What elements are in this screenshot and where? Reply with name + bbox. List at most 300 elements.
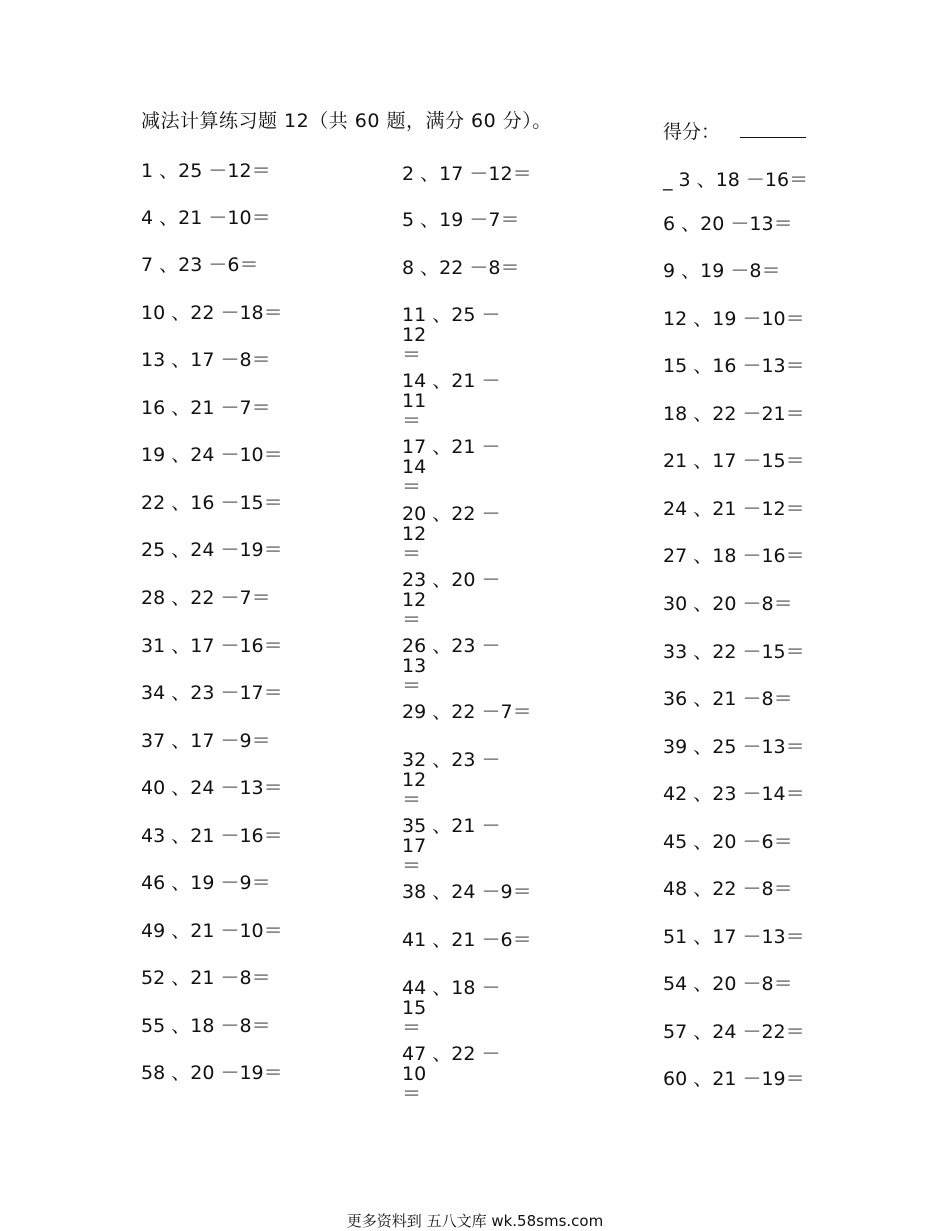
minus-sign: － <box>214 872 240 894</box>
problem-separator: 、 <box>153 254 179 276</box>
problem-number: 12 <box>663 308 688 330</box>
answer-blank[interactable]: ＝ <box>785 1068 805 1090</box>
problem-60 <box>663 1069 805 1089</box>
answer-blank[interactable]: ＝ <box>500 257 520 279</box>
problem-separator: 、 <box>687 831 713 853</box>
subtrahend: 15 <box>402 997 427 1019</box>
problem-34 <box>141 683 283 703</box>
minus-sign: － <box>475 503 501 525</box>
answer-blank[interactable]: ＝ <box>785 641 805 663</box>
problem-number: 7 <box>141 254 154 276</box>
problem-43 <box>141 826 283 846</box>
answer-blank[interactable]: ＝ <box>251 160 271 182</box>
minus-sign: － <box>475 701 501 723</box>
minuend: 22 <box>190 302 215 324</box>
subtrahend: 16 <box>239 825 264 847</box>
minuend: 22 <box>451 701 476 723</box>
answer-blank[interactable]: ＝ <box>785 355 805 377</box>
minus-sign: － <box>475 881 501 903</box>
subtrahend: 16 <box>239 635 264 657</box>
problem-33 <box>663 642 805 662</box>
answer-blank[interactable]: ＝ <box>251 207 271 229</box>
minus-sign: － <box>214 682 240 704</box>
minuend: 19 <box>190 872 215 894</box>
problem-number: 19 <box>141 444 166 466</box>
answer-blank[interactable]: ＝ <box>402 543 422 565</box>
minuend: 22 <box>190 587 215 609</box>
answer-blank[interactable]: ＝ <box>251 730 271 752</box>
problem-separator: 、 <box>414 163 440 185</box>
problem-42 <box>663 784 805 804</box>
problem-19 <box>141 445 283 465</box>
minuend: 20 <box>700 213 725 235</box>
problem-separator: 、 <box>426 929 452 951</box>
problem-separator: 、 <box>165 492 191 514</box>
answer-blank[interactable]: ＝ <box>251 872 271 894</box>
minus-sign: － <box>475 749 501 771</box>
problem-15 <box>663 356 805 376</box>
problem-39 <box>663 737 805 757</box>
problem-number: 52 <box>141 967 166 989</box>
answer-blank[interactable]: ＝ <box>785 450 805 472</box>
problem-52 <box>141 968 271 988</box>
footer-text: 更多资料到 五八文库 wk.58sms.com <box>346 1212 604 1230</box>
problem-number: 15 <box>663 355 688 377</box>
problem-separator: 、 <box>426 304 452 326</box>
minuend: 22 <box>451 1043 476 1065</box>
minus-sign: － <box>736 973 762 995</box>
answer-blank[interactable]: ＝ <box>263 682 283 704</box>
problem-1 <box>141 161 271 181</box>
problem-number: 3 <box>678 169 691 191</box>
answer-blank[interactable]: ＝ <box>263 492 283 514</box>
minus-sign: － <box>202 160 228 182</box>
minuend: 17 <box>190 349 215 371</box>
answer-blank[interactable]: ＝ <box>512 929 532 951</box>
minuend: 17 <box>712 926 737 948</box>
problem-11 <box>402 305 524 365</box>
minuend: 20 <box>190 1062 215 1084</box>
answer-blank[interactable]: ＝ <box>785 498 805 520</box>
problem-38 <box>402 882 532 902</box>
problem-marker: _ <box>663 169 679 191</box>
problem-number: 41 <box>402 929 427 951</box>
problem-number: 22 <box>141 492 166 514</box>
subtrahend: 16 <box>761 545 786 567</box>
subtrahend: 8 <box>761 688 774 710</box>
problem-48 <box>663 879 793 899</box>
minuend: 21 <box>190 920 215 942</box>
worksheet-title: 减法计算练习题 12（共 60 题，满分 60 分）。 <box>141 110 552 132</box>
subtrahend: 14 <box>761 783 786 805</box>
problem-separator: 、 <box>426 1043 452 1065</box>
minuend: 24 <box>190 777 215 799</box>
minuend: 22 <box>712 403 737 425</box>
subtrahend: 17 <box>239 682 264 704</box>
problem-number: 43 <box>141 825 166 847</box>
minus-sign: － <box>214 1015 240 1037</box>
minuend: 22 <box>439 257 464 279</box>
problem-separator: 、 <box>687 783 713 805</box>
minuend: 16 <box>190 492 215 514</box>
problem-10 <box>141 303 283 323</box>
problem-number: 29 <box>402 701 427 723</box>
minus-sign: － <box>736 783 762 805</box>
problem-number: 23 <box>402 569 427 591</box>
problem-55 <box>141 1016 271 1036</box>
problem-29 <box>402 702 532 722</box>
minus-sign: － <box>214 825 240 847</box>
answer-blank[interactable]: ＝ <box>263 444 283 466</box>
problem-number: 28 <box>141 587 166 609</box>
minuend: 21 <box>451 436 476 458</box>
subtrahend: 13 <box>239 777 264 799</box>
answer-blank[interactable]: ＝ <box>263 1062 283 1084</box>
minuend: 24 <box>451 881 476 903</box>
minus-sign: － <box>214 635 240 657</box>
problem-number: 21 <box>663 450 688 472</box>
score-blank[interactable] <box>740 119 806 138</box>
minuend: 21 <box>451 370 476 392</box>
minus-sign: － <box>736 593 762 615</box>
answer-blank[interactable]: ＝ <box>402 675 422 697</box>
subtrahend: 19 <box>239 539 264 561</box>
minus-sign: － <box>736 641 762 663</box>
problem-24 <box>663 499 805 519</box>
minuend: 20 <box>451 569 476 591</box>
minus-sign: － <box>724 260 750 282</box>
problem-separator: 、 <box>165 1062 191 1084</box>
subtrahend: 8 <box>239 967 252 989</box>
minuend: 25 <box>451 304 476 326</box>
minus-sign: － <box>463 163 489 185</box>
problem-45 <box>663 832 793 852</box>
problem-28 <box>141 588 271 608</box>
answer-blank[interactable]: ＝ <box>512 163 532 185</box>
minus-sign: － <box>475 815 501 837</box>
minuend: 22 <box>712 641 737 663</box>
minus-sign: － <box>475 977 501 999</box>
answer-blank[interactable]: ＝ <box>263 920 283 942</box>
minuend: 21 <box>190 397 215 419</box>
minuend: 22 <box>712 878 737 900</box>
minus-sign: － <box>214 777 240 799</box>
minus-sign: － <box>475 370 501 392</box>
problem-number: 17 <box>402 436 427 458</box>
subtrahend: 7 <box>239 397 252 419</box>
problem-number: 8 <box>402 257 415 279</box>
problem-number: 47 <box>402 1043 427 1065</box>
minuend: 22 <box>451 503 476 525</box>
problem-separator: 、 <box>687 308 713 330</box>
problem-16 <box>141 398 271 418</box>
minus-sign: － <box>736 545 762 567</box>
minus-sign: － <box>463 257 489 279</box>
problem-number: 40 <box>141 777 166 799</box>
minuend: 19 <box>700 260 725 282</box>
minuend: 20 <box>712 973 737 995</box>
answer-blank[interactable]: ＝ <box>500 209 520 231</box>
problem-number: 46 <box>141 872 166 894</box>
minus-sign: － <box>214 444 240 466</box>
problem-number: 51 <box>663 926 688 948</box>
subtrahend: 7 <box>500 701 513 723</box>
subtrahend: 10 <box>402 1063 427 1085</box>
problem-separator: 、 <box>426 569 452 591</box>
answer-blank[interactable]: ＝ <box>402 855 422 877</box>
subtrahend: 7 <box>239 587 252 609</box>
problem-separator: 、 <box>165 872 191 894</box>
subtrahend: 13 <box>402 655 427 677</box>
answer-blank[interactable]: ＝ <box>251 1015 271 1037</box>
problem-number: 14 <box>402 370 427 392</box>
problem-number: 45 <box>663 831 688 853</box>
minuend: 21 <box>190 967 215 989</box>
problem-number: 32 <box>402 749 427 771</box>
answer-blank[interactable]: ＝ <box>512 881 532 903</box>
problem-separator: 、 <box>153 207 179 229</box>
problem-number: 5 <box>402 209 415 231</box>
problem-separator: 、 <box>165 539 191 561</box>
problem-number: 10 <box>141 302 166 324</box>
minuend: 19 <box>712 308 737 330</box>
subtrahend: 8 <box>239 349 252 371</box>
subtrahend: 12 <box>402 324 427 346</box>
problem-separator: 、 <box>687 688 713 710</box>
minuend: 23 <box>451 635 476 657</box>
problem-35 <box>402 816 524 876</box>
minus-sign: － <box>736 1068 762 1090</box>
problem-number: 27 <box>663 545 688 567</box>
minus-sign: － <box>214 492 240 514</box>
minus-sign: － <box>214 587 240 609</box>
problem-separator: 、 <box>165 825 191 847</box>
minuend: 18 <box>190 1015 215 1037</box>
problem-number: 37 <box>141 730 166 752</box>
answer-blank[interactable]: ＝ <box>251 397 271 419</box>
subtrahend: 21 <box>761 403 786 425</box>
minuend: 21 <box>712 498 737 520</box>
problem-separator: 、 <box>687 641 713 663</box>
answer-blank[interactable]: ＝ <box>512 701 532 723</box>
problem-separator: 、 <box>165 302 191 324</box>
answer-blank[interactable]: ＝ <box>789 169 809 191</box>
answer-blank[interactable]: ＝ <box>251 349 271 371</box>
problem-number: 33 <box>663 641 688 663</box>
problem-number: 42 <box>663 783 688 805</box>
problem-22 <box>141 493 283 513</box>
problem-31 <box>141 636 283 656</box>
score-field <box>663 117 806 144</box>
answer-blank[interactable]: ＝ <box>251 587 271 609</box>
subtrahend: 12 <box>227 160 252 182</box>
answer-blank[interactable]: ＝ <box>785 1021 805 1043</box>
minus-sign: － <box>202 254 228 276</box>
problem-8 <box>402 258 519 278</box>
answer-blank[interactable]: ＝ <box>402 476 422 498</box>
answer-blank[interactable]: ＝ <box>773 973 793 995</box>
problem-number: 16 <box>141 397 166 419</box>
problem-separator: 、 <box>687 1021 713 1043</box>
problem-40 <box>141 778 283 798</box>
subtrahend: 12 <box>402 523 427 545</box>
answer-blank[interactable]: ＝ <box>251 967 271 989</box>
minuend: 23 <box>190 682 215 704</box>
problem-20 <box>402 504 524 564</box>
problem-separator: 、 <box>165 349 191 371</box>
minuend: 18 <box>451 977 476 999</box>
answer-blank[interactable]: ＝ <box>402 1017 422 1039</box>
minus-sign: － <box>736 878 762 900</box>
subtrahend: 15 <box>761 450 786 472</box>
problem-26 <box>402 636 524 696</box>
minus-sign: － <box>463 209 489 231</box>
minus-sign: － <box>214 349 240 371</box>
minuend: 17 <box>190 635 215 657</box>
minus-sign: － <box>214 397 240 419</box>
answer-blank[interactable]: ＝ <box>773 878 793 900</box>
subtrahend: 18 <box>239 302 264 324</box>
problem-number: 25 <box>141 539 166 561</box>
subtrahend: 8 <box>488 257 501 279</box>
problem-14 <box>402 371 524 431</box>
answer-blank[interactable]: ＝ <box>785 926 805 948</box>
minus-sign: － <box>214 539 240 561</box>
problem-separator: 、 <box>426 503 452 525</box>
minuend: 21 <box>178 207 203 229</box>
problem-12 <box>663 309 805 329</box>
problem-41 <box>402 930 532 950</box>
answer-blank[interactable]: ＝ <box>785 545 805 567</box>
answer-blank[interactable]: ＝ <box>402 344 422 366</box>
minuend: 24 <box>190 444 215 466</box>
answer-blank[interactable]: ＝ <box>785 308 805 330</box>
subtrahend: 8 <box>749 260 762 282</box>
problem-separator: 、 <box>687 403 713 425</box>
answer-blank[interactable]: ＝ <box>402 410 422 432</box>
problem-21 <box>663 451 805 471</box>
answer-blank[interactable]: ＝ <box>402 1083 422 1105</box>
subtrahend: 16 <box>764 169 790 191</box>
subtrahend: 10 <box>227 207 252 229</box>
problem-separator: 、 <box>426 635 452 657</box>
answer-blank[interactable]: ＝ <box>263 539 283 561</box>
answer-blank[interactable]: ＝ <box>761 260 781 282</box>
problem-number: 35 <box>402 815 427 837</box>
answer-blank[interactable]: ＝ <box>239 254 259 276</box>
minuend: 24 <box>190 539 215 561</box>
problem-number: 44 <box>402 977 427 999</box>
minus-sign: － <box>214 730 240 752</box>
subtrahend: 8 <box>761 878 774 900</box>
problem-25 <box>141 540 283 560</box>
problem-37 <box>141 731 271 751</box>
problem-separator: 、 <box>687 545 713 567</box>
subtrahend: 12 <box>402 589 427 611</box>
subtrahend: 19 <box>761 1068 786 1090</box>
subtrahend: 12 <box>761 498 786 520</box>
problem-separator: 、 <box>687 1068 713 1090</box>
problem-separator: 、 <box>426 977 452 999</box>
answer-blank[interactable]: ＝ <box>785 403 805 425</box>
problem-58 <box>141 1063 283 1083</box>
problem-number: 54 <box>663 973 688 995</box>
minuend: 21 <box>712 688 737 710</box>
problem-number: 34 <box>141 682 166 704</box>
problem-number: 49 <box>141 920 166 942</box>
problem-separator: 、 <box>687 878 713 900</box>
problem-number: 30 <box>663 593 688 615</box>
minus-sign: － <box>475 304 501 326</box>
minuend: 16 <box>712 355 737 377</box>
problem-separator: 、 <box>675 260 701 282</box>
problem-23 <box>402 570 524 630</box>
problem-separator: 、 <box>426 881 452 903</box>
minuend: 25 <box>712 736 737 758</box>
problem-32 <box>402 750 524 810</box>
subtrahend: 10 <box>239 444 264 466</box>
minus-sign: － <box>736 403 762 425</box>
answer-blank[interactable]: ＝ <box>773 831 793 853</box>
minuend: 17 <box>712 450 737 472</box>
subtrahend: 11 <box>402 390 427 412</box>
problem-51 <box>663 927 805 947</box>
problem-separator: 、 <box>687 736 713 758</box>
answer-blank[interactable]: ＝ <box>785 783 805 805</box>
answer-blank[interactable]: ＝ <box>263 825 283 847</box>
answer-blank[interactable]: ＝ <box>773 688 793 710</box>
answer-blank[interactable]: ＝ <box>785 736 805 758</box>
answer-blank[interactable]: ＝ <box>263 302 283 324</box>
answer-blank[interactable]: ＝ <box>402 609 422 631</box>
problem-number: 13 <box>141 349 166 371</box>
problem-number: 6 <box>663 213 676 235</box>
problem-separator: 、 <box>165 730 191 752</box>
minuend: 23 <box>178 254 203 276</box>
minus-sign: － <box>475 436 501 458</box>
answer-blank[interactable]: ＝ <box>773 593 793 615</box>
minuend: 24 <box>712 1021 737 1043</box>
problem-separator: 、 <box>675 213 701 235</box>
answer-blank[interactable]: ＝ <box>773 213 793 235</box>
problem-7 <box>141 255 258 275</box>
subtrahend: 10 <box>761 308 786 330</box>
subtrahend: 12 <box>488 163 513 185</box>
problem-separator: 、 <box>426 815 452 837</box>
answer-blank[interactable]: ＝ <box>263 777 283 799</box>
problem-9 <box>663 261 780 281</box>
subtrahend: 12 <box>402 769 427 791</box>
problem-number: 55 <box>141 1015 166 1037</box>
subtrahend: 13 <box>761 355 786 377</box>
problem-49 <box>141 921 283 941</box>
minus-sign: － <box>736 688 762 710</box>
minus-sign: － <box>736 1021 762 1043</box>
minus-sign: － <box>736 736 762 758</box>
subtrahend: 14 <box>402 456 427 478</box>
problem-separator: 、 <box>165 397 191 419</box>
answer-blank[interactable]: ＝ <box>402 789 422 811</box>
answer-blank[interactable]: ＝ <box>263 635 283 657</box>
problem-44 <box>402 978 524 1038</box>
problem-separator: 、 <box>687 973 713 995</box>
problem-17 <box>402 437 524 497</box>
problem-18 <box>663 404 805 424</box>
minuend: 21 <box>712 1068 737 1090</box>
problem-number: 36 <box>663 688 688 710</box>
minuend: 21 <box>190 825 215 847</box>
problem-separator: 、 <box>165 1015 191 1037</box>
